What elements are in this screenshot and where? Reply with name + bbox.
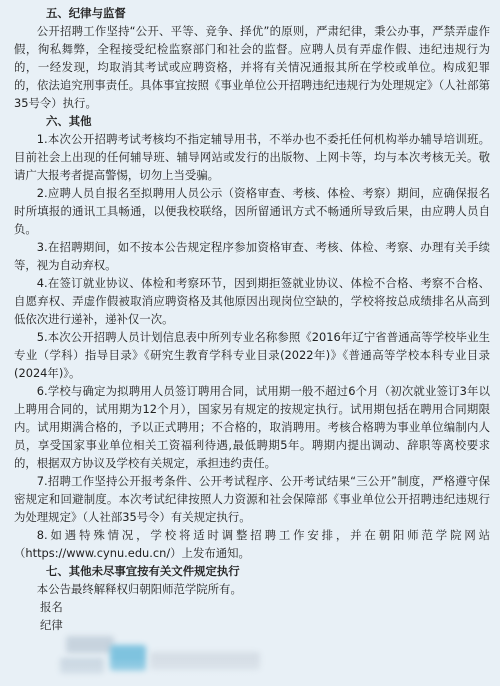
section-6-item-5: 5.本次公开招聘人员计划信息表中所列专业名称参照《2016年辽宁省普通高等学校毕业生专业（学科）指导目录》《研究生教育学科专业目录(2022年)》《普通高等学校本科专业目录(2024年)》。: [14, 330, 490, 380]
section-6-item-3: 3.在招聘期间，如不按本公告规定程序参加资格审查、考核、体检、考察、办理有关手续等，视为自动弃权。: [14, 240, 490, 272]
section-7-title: 七、其他未尽事宜按有关文件规定执行: [46, 564, 240, 578]
section-6-item-2: 2.应聘人员自报名至拟聘用人员公示（资格审查、考核、体检、考察）期间，应确保报名时所填报的通讯工具畅通，以便我校联络，因所留通讯方式不畅通所导致后果，由应聘人员自负。: [14, 186, 490, 236]
section-7-line-3: 纪律: [40, 618, 63, 632]
section-6-item-8: 8.如遇特殊情况，学校将适时调整招聘工作安排，并在朝阳师范学院网站（https://www.cynu.edu.cn/）上发布通知。: [14, 528, 490, 560]
section-6-item-4: 4.在签订就业协议、体检和考察环节，因到期拒签就业协议、体检不合格、考察不合格、自愿弃权、弄虚作假被取消应聘资格及其他原因出现岗位空缺的，学校将按总成绩排名从高到低依次进行递补，递补仅一次。: [14, 276, 490, 326]
section-6-item-6: 6.学校与确定为拟聘用人员签订聘用合同，试用期一般不超过6个月（初次就业签订3年以上聘用合同的，试用期为12个月），国家另有规定的按规定执行。试用期包括在聘用合同期限内。试用期满合格的，予以正式聘用；不合格的，取消聘用。考核合格聘为事业单位编制内人员，享受国家事业单位相关工资福利待遇,最低聘期5年。聘期内提出调动、辞职等离校要求的，根据双方协议及学校有关规定，承担违约责任。: [14, 384, 490, 470]
section-6-title: 六、其他: [46, 114, 92, 128]
section-6-item-1: 1.本次公开招聘考试考核均不指定辅导用书，不举办也不委托任何机构举办辅导培训班。目前社会上出现的任何辅导班、辅导网站或发行的出版物、上网卡等，均与本次考核无关。敬请广大报考者提高警惕，切勿上当受骗。: [14, 132, 490, 182]
section-5-title: 五、纪律与监督: [46, 6, 126, 20]
section-6-item-7: 7.招聘工作坚持公开报考条件、公开考试程序、公开考试结果“三公开”制度，严格遵守保密规定和回避制度。本次考试纪律按照人力资源和社会保障部《事业单位公开招聘违纪违规行为处理规定》（人社部35号令）有关规定执行。: [14, 474, 490, 524]
section-7-body: 本公告最终解释权归朝阳师范学院所有。: [36, 582, 242, 596]
redaction-blur: [66, 636, 114, 653]
section-5-body: 公开招聘工作坚持“公开、平等、竞争、择优”的原则，严肃纪律，秉公办事，严禁弄虚作假，徇私舞弊，全程接受纪检监察部门和社会的监督。应聘人员有弄虚作假、违纪违规行为的，一经发现，均取消其考试或应聘资格，并将有关情况通报其所在学校或单位。构成犯罪的，依法追究刑事责任。具体事宜按照《事业单位公开招聘违纪违规行为处理规定》（人社部第35号令）执行。: [14, 24, 490, 110]
section-7-line-2: 报名: [40, 600, 63, 614]
bottom-fade: [0, 658, 500, 686]
